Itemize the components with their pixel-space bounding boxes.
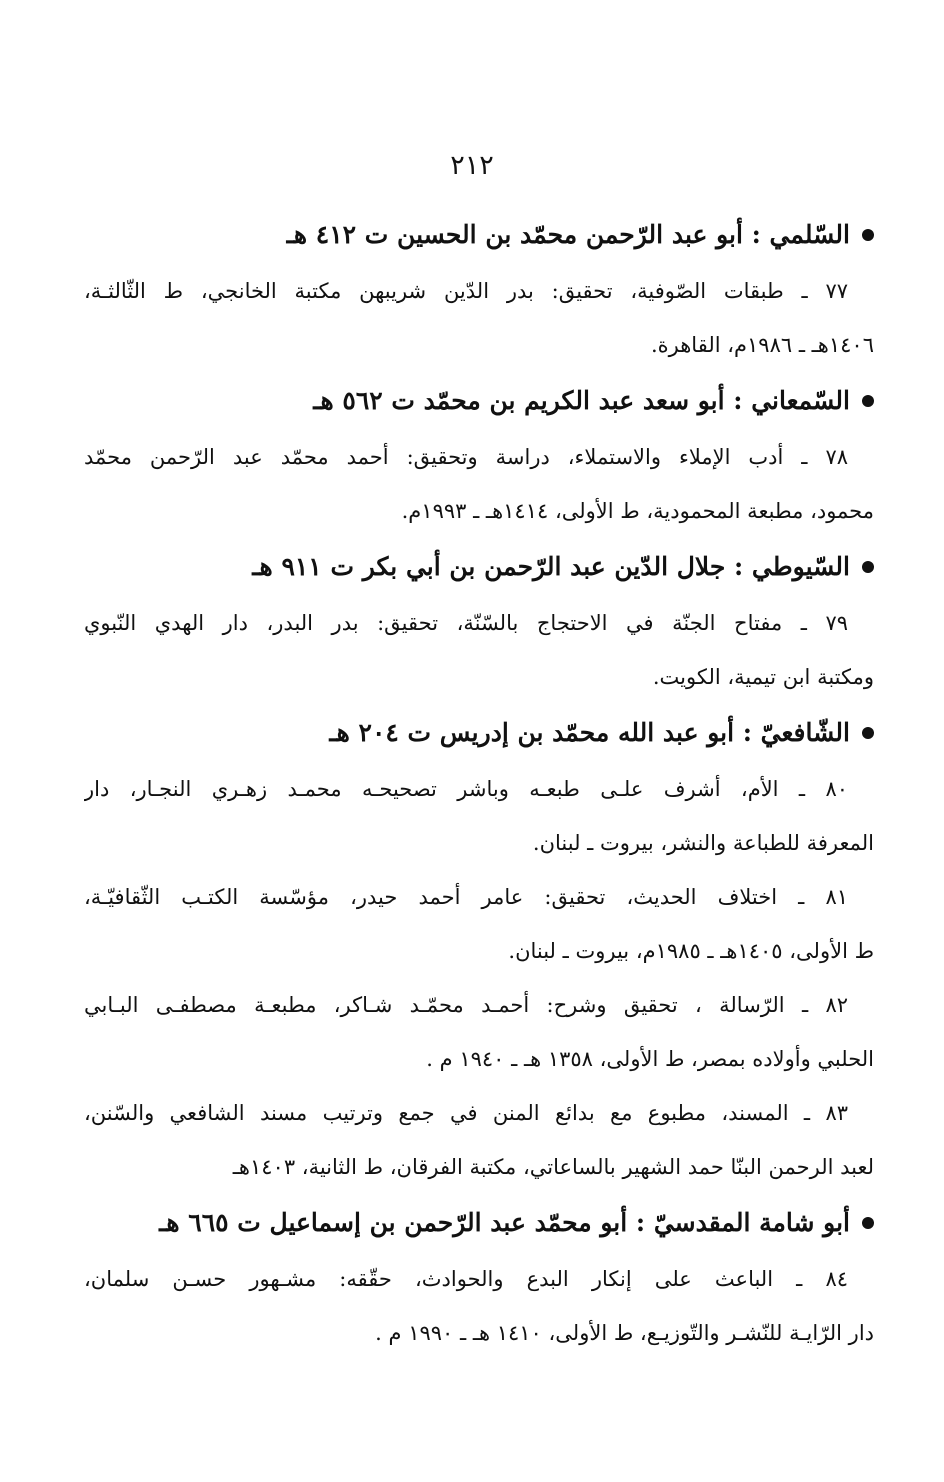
author-heading-text: السّيوطي : جلال الدّين عبد الرّحمن بن أبي بكر ت ٩١١ هـ <box>252 552 850 581</box>
reference-line: لعبد الرحمن البنّا حمد الشهير بالساعاتي، مكتبة الفرقان، ط الثانية، ١٤٠٣هـ <box>232 1155 874 1179</box>
reference-line: ١٤٠٦هـ ـ ١٩٨٦م، القاهرة. <box>650 333 874 357</box>
reference-line: ط الأولى، ١٤٠٥هـ ـ ١٩٨٥م، بيروت ـ لبنان. <box>508 939 874 963</box>
reference-line: ٧٧ ـ طبقات الصّوفية، تحقيق: بدر الدّين شريبهن مكتبة الخانجي، ط الثّالثـة، <box>84 279 848 303</box>
reference-line: ٨١ ـ اختلاف الحديث، تحقيق: عامر أحمد حيدر، مؤسّسة الكتـب الثّقافيّـة، <box>84 885 848 909</box>
author-heading-text: السّلمي : أبو عبد الرّحمن محمّد بن الحسين ت ٤١٢ هـ <box>286 220 850 249</box>
reference-line: المعرفة للطباعة والنشر، بيروت ـ لبنان. <box>532 831 874 855</box>
bibliography-list <box>84 206 874 1360</box>
author-heading-text: أبو شامة المقدسيّ : أبو محمّد عبد الرّحمن بن إسماعيل ت ٦٦٥ هـ <box>159 1208 850 1237</box>
bullet-icon <box>862 1217 874 1229</box>
author-heading-text: الشّافعيّ : أبو عبد الله محمّد بن إدريس ت ٢٠٤ هـ <box>329 718 850 747</box>
bullet-icon <box>862 229 874 241</box>
bullet-icon <box>862 727 874 739</box>
bullet-icon <box>862 561 874 573</box>
page-number: ٢١٢ <box>450 150 494 181</box>
reference-line: الحلبي وأولاده بمصر، ط الأولى، ١٣٥٨ هـ ـ ١٩٤٠ م . <box>426 1047 874 1071</box>
reference-line: دار الرّايـة للنّشـر والتّوزيـع، ط الأولى، ١٤١٠ هـ ـ ١٩٩٠ م . <box>375 1321 874 1345</box>
author-heading <box>84 704 874 762</box>
author-heading <box>84 538 874 596</box>
reference-line: ومكتبة ابن تيمية، الكويت. <box>652 665 874 689</box>
author-heading <box>84 1194 874 1252</box>
reference-line: محمود، مطبعة المحمودية، ط الأولى، ١٤١٤هـ ـ ١٩٩٣م. <box>401 499 874 523</box>
bullet-icon <box>862 395 874 407</box>
author-heading-text: السّمعاني : أبو سعد عبد الكريم بن محمّد ت ٥٦٢ هـ <box>313 386 850 415</box>
reference-line: ٧٨ ـ أدب الإملاء والاستملاء، دراسة وتحقيق: أحمد محمّد عبد الرّحمن محمّد <box>84 445 848 469</box>
reference-line: ٨٤ ـ الباعث على إنكار البدع والحوادث، حقّقه: مشـهور حسـن سلمان، <box>84 1267 848 1291</box>
reference-line: ٨٠ ـ الأم، أشرف علـى طبعـه وباشر تصحيحـه محمـد زهـري النجـار، دار <box>84 777 848 801</box>
reference-line: ٨٣ ـ المسند، مطبوع مع بدائع المنن في جمع وترتيب مسند الشافعي والسّنن، <box>84 1101 848 1125</box>
reference-line: ٧٩ ـ مفتاح الجنّة في الاحتجاج بالسّنّة، تحقيق: بدر البدر، دار الهدي النّبوي <box>84 611 848 635</box>
reference-line: ٨٢ ـ الرّسالة ، تحقيق وشرح: أحمـد محمّـد شـاكر، مطبعـة مصطفـى البـابي <box>84 993 848 1017</box>
author-heading <box>84 372 874 430</box>
author-heading <box>84 206 874 264</box>
